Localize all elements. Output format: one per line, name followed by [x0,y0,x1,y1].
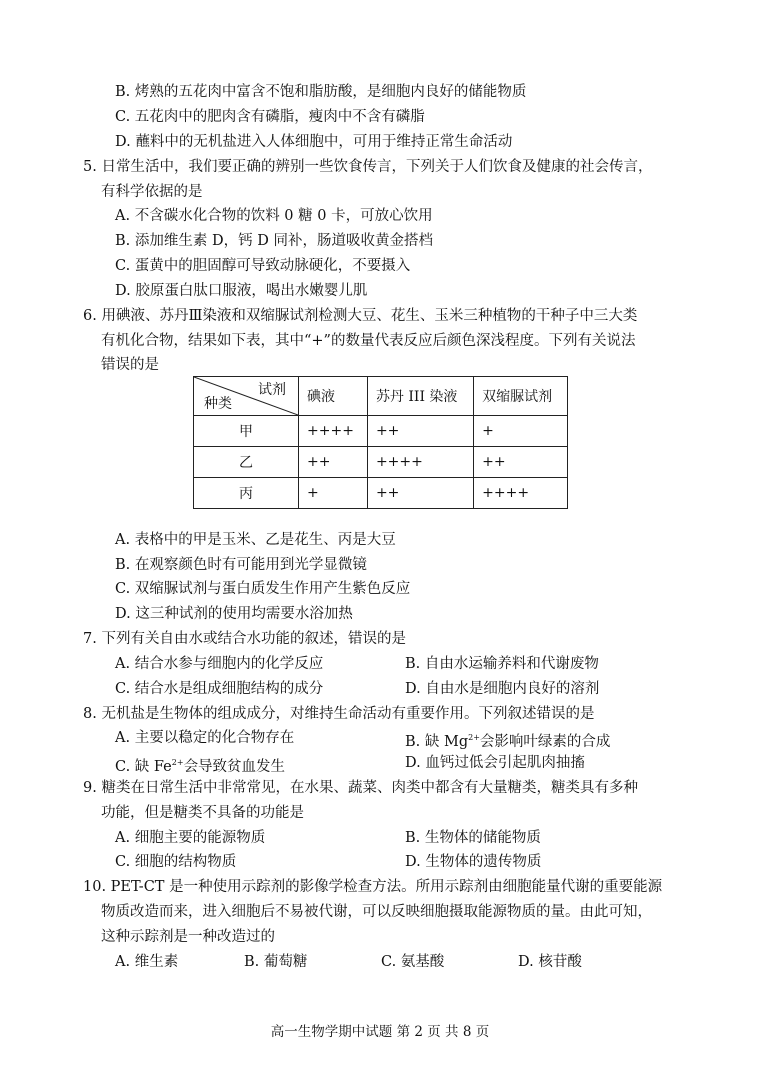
row-label: 甲 [194,416,299,447]
corner-label-type: 种类 [204,396,232,412]
question-8-stem: 8. 无机盐是生物体的组成成分，对维持生命活动有重要作用。下列叙述错误的是 [83,706,595,722]
table-cell: ++ [367,478,473,509]
table-cell: ++ [299,447,368,478]
q4-option-c: C. 五花肉中的肥肉含有磷脂，瘦肉中不含有磷脂 [115,109,425,125]
table-corner-cell [194,377,299,416]
table-cell: ++ [367,416,473,447]
question-10-stem-cont2: 这种示踪剂是一种改造过的 [101,929,275,945]
question-9-stem-cont: 功能，但是糖类不具备的功能是 [101,805,304,821]
q6-option-d: D. 这三种试剂的使用均需要水浴加热 [115,606,353,622]
q10-option-b: B. 葡萄糖 [244,954,308,970]
reagent-table [193,376,568,509]
corner-label-reagent: 试剂 [258,382,286,398]
q7-option-a: A. 结合水参与细胞内的化学反应 [115,656,324,672]
table-row [194,478,568,509]
question-6-stem: 6. 用碘液、苏丹Ⅲ染液和双缩脲试剂检测大豆、花生、玉米三种植物的干种子中三大类 [83,308,638,324]
row-label: 乙 [194,447,299,478]
table-cell: ++++ [367,447,473,478]
table-cell: + [474,416,568,447]
q7-option-b: B. 自由水运输养料和代谢废物 [405,656,599,672]
table-cell: ++++ [474,478,568,509]
table-cell: + [299,478,368,509]
q7-option-d: D. 自由水是细胞内良好的溶剂 [405,681,600,697]
question-5-stem: 5. 日常生活中，我们要正确的辨别一些饮食传言，下列关于人们饮食及健康的社会传言， [83,159,653,175]
q8-option-a: A. 主要以稳定的化合物存在 [115,730,295,746]
q6-option-c: C. 双缩脲试剂与蛋白质发生作用产生紫色反应 [115,581,411,597]
question-6-stem-cont2: 错误的是 [101,357,159,373]
row-label: 丙 [194,478,299,509]
q8-option-c: C. 缺 $Fe^{2+}$会导致贫血发生 [115,758,286,775]
q10-option-a: A. 维生素 [115,954,179,970]
q5-option-d: D. 胶原蛋白肽口服液，喝出水嫩婴儿肌 [115,283,368,299]
page-footer: 高一生物学期中试题 第 2 页 共 8 页 [270,1024,490,1040]
question-7-stem: 7. 下列有关自由水或结合水功能的叙述，错误的是 [83,631,406,647]
q10-option-c: C. 氨基酸 [381,954,445,970]
q4-option-d: D. 蘸料中的无机盐进入人体细胞中，可用于维持正常生命活动 [115,134,513,150]
header-cell: 碘液 [299,377,368,416]
question-6-stem-cont: 有机化合物，结果如下表，其中“+”的数量代表反应后颜色深浅程度。下列有关说法 [101,333,636,349]
q6-option-b: B. 在观察颜色时有可能用到光学显微镜 [115,557,367,573]
question-9-stem: 9. 糖类在日常生活中非常常见，在水果、蔬菜、肉类中都含有大量糖类，糖类具有多种 [83,780,638,796]
q9-option-b: B. 生物体的储能物质 [405,830,541,846]
q7-option-c: C. 结合水是组成细胞结构的成分 [115,681,324,697]
q5-option-a: A. 不含碳水化合物的饮料 0 糖 0 卡，可放心饮用 [115,208,433,224]
q8-option-d: D. 血钙过低会引起肌肉抽搐 [405,755,585,771]
table-header-row [194,377,568,416]
table-row [194,416,568,447]
table-row [194,447,568,478]
question-5-stem-cont: 有科学依据的是 [101,184,203,200]
q9-option-d: D. 生物体的遗传物质 [405,854,542,870]
q8-option-b: B. 缺 $Mg^{2+}$会影响叶绿素的合成 [405,733,611,750]
q4-option-b: B. 烤熟的五花肉中富含不饱和脂肪酸，是细胞内良好的储能物质 [115,84,527,100]
q5-option-c: C. 蛋黄中的胆固醇可导致动脉硬化，不要摄入 [115,258,411,274]
q9-option-c: C. 细胞的结构物质 [115,854,237,870]
q9-option-a: A. 细胞主要的能源物质 [115,830,266,846]
header-cell: 双缩脲试剂 [474,377,568,416]
table-cell: ++ [474,447,568,478]
table-cell: ++++ [299,416,368,447]
q6-option-a: A. 表格中的甲是玉米、乙是花生、丙是大豆 [115,532,396,548]
q5-option-b: B. 添加维生素 D，钙 D 同补，肠道吸收黄金搭档 [115,233,433,249]
q10-option-d: D. 核苷酸 [518,954,582,970]
question-10-stem-cont: 物质改造而来，进入细胞后不易被代谢，可以反映细胞摄取能源物质的量。由此可知， [101,904,652,920]
header-cell: 苏丹 III 染液 [367,377,473,416]
question-10-stem: 10. PET-CT 是一种使用示踪剂的影像学检查方法。所用示踪剂由细胞能量代谢的重要能源 [83,879,663,895]
